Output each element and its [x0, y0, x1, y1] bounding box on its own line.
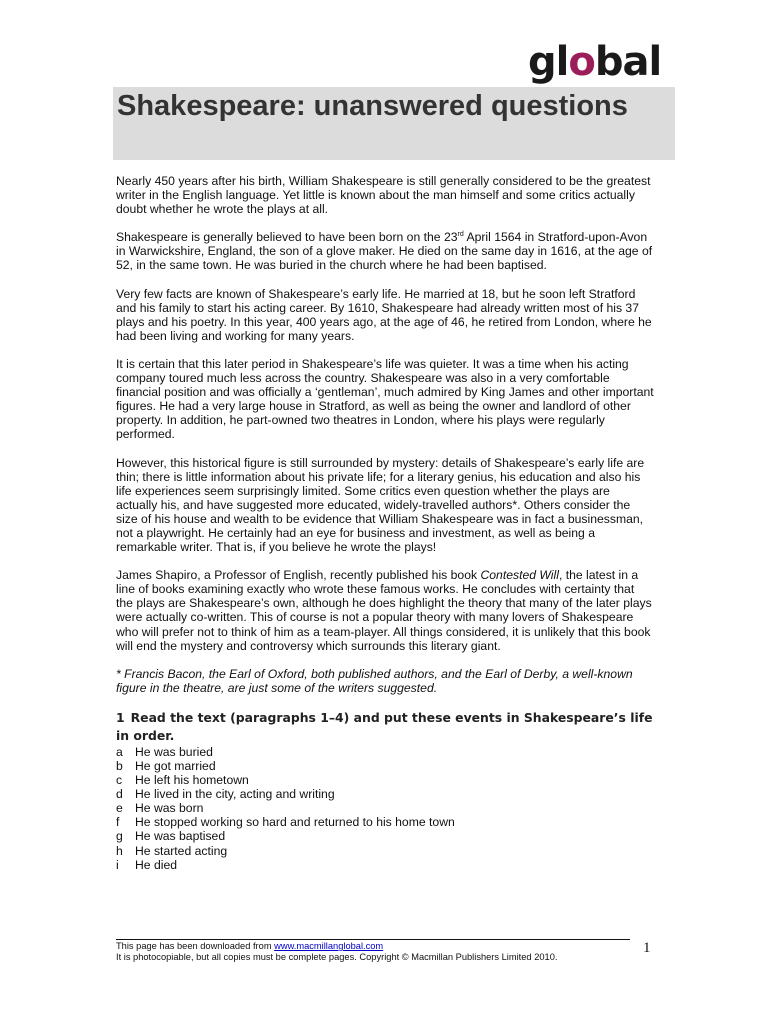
birth-text-before: Shakespeare is generally believed to have been born on the 23	[116, 230, 458, 245]
shapiro-text-after: , the latest in a line of books examining exactly who wrote these famous works. He concludes with certainty that the plays are Shakespeare’s own, although he does highlight the theory that many of the later plays were actually co-written. This of course is not a popular theory with many lovers of Shakespeare who will prefer not to think of him as a team-player. All things considered, it is unlikely that this book will end the mystery and controversy which surrounds this literary giant.	[116, 568, 652, 653]
list-item	[116, 801, 654, 815]
list-item	[116, 745, 654, 759]
footer-divider	[116, 939, 630, 940]
footnote: * Francis Bacon, the Earl of Oxford, both published authors, and the Earl of Derby, a well-known figure in the theatre, are just some of the writers suggested.	[116, 666, 633, 695]
option-text: He was buried	[135, 744, 213, 759]
list-item	[116, 759, 654, 773]
paragraph-4: However, this historical figure is still surrounded by mystery: details of Shakespeare’s early life are thin; there is little information about his private life; for a literary genius, his education and also his life experiences seem surprisingly limited. Some critics even question whether the plays are actually his, and have suggested more educated, widely-travelled authors*. Others consider the size of his house and wealth to be evidence that William Shakespeare was in fact a businessman, not a playwright. He certainly had an eye for business and investment, as well as being a remarkable writer. That is, if you believe he wrote the plays!	[116, 455, 645, 555]
paragraph-shapiro	[116, 568, 654, 653]
paragraph-birth	[116, 230, 654, 272]
footer-download-text: This page has been downloaded from	[116, 941, 275, 951]
book-title: Contested Will	[480, 568, 559, 583]
birth-ordinal: rd	[457, 231, 464, 239]
option-letter: e	[116, 801, 123, 816]
option-text: He was born	[135, 801, 204, 816]
paragraph-3: It is certain that this later period in Shakespeare’s life was quieter. It was a time when his acting company toured much less across the country. Shakespeare was also in a very comfortable financial position and was officially a ‘gentleman’, much admired by King James and other important figures. He had a very large house in Stratford, as well as being the owner and landlord of other property. In addition, he part-owned two theatres in London, where his plays were regularly performed.	[116, 356, 654, 442]
option-text: He left his hometown	[135, 773, 249, 788]
option-text: He stopped working so hard and returned to his home town	[135, 815, 455, 830]
option-text: He was baptised	[135, 829, 226, 844]
paragraph-2: Very few facts are known of Shakespeare’s early life. He married at 18, but he soon left Stratford and his family to start his acting career. By 1610, Shakespeare had already written most of his 37 plays and his poetry. In this year, 400 years ago, at the age of 46, he retired from London, where he had been living and working for many years.	[116, 286, 652, 343]
list-item	[116, 829, 654, 843]
exercise-number: 1	[116, 709, 125, 725]
option-letter: a	[116, 744, 123, 759]
page-number: 1	[643, 940, 651, 956]
option-letter: c	[116, 773, 123, 788]
exercise-heading	[116, 709, 654, 745]
logo-prefix: gl	[528, 39, 569, 85]
footer-line-1	[116, 941, 636, 952]
paragraph-1: Nearly 450 years after his birth, William Shakespeare is still generally considered to be the greatest writer in the English language. Yet little is known about the man himself and some critics actually doubt whether he wrote the plays at all.	[116, 174, 651, 217]
logo-o: o	[568, 39, 595, 85]
logo-suffix: bal	[594, 39, 662, 85]
list-item	[116, 844, 654, 858]
macmillan-link[interactable]: www.macmillanglobal.com	[274, 941, 384, 951]
page-title: Shakespeare: unanswered questions	[117, 90, 628, 122]
option-letter: d	[116, 787, 123, 802]
shapiro-text-before: James Shapiro, a Professor of English, recently published his book	[116, 568, 481, 583]
footer	[116, 941, 636, 963]
exercise-options	[116, 745, 654, 872]
list-item	[116, 787, 654, 801]
option-text: He got married	[135, 759, 216, 773]
option-letter: g	[116, 829, 123, 844]
option-letter: b	[116, 759, 123, 773]
exercise-instruction: Read the text (paragraphs 1–4) and put these events in Shakespeare’s life in order.	[116, 709, 653, 743]
option-text: He started acting	[135, 843, 228, 858]
option-text: He died	[135, 857, 178, 872]
footer-copyright: It is photocopiable, but all copies must be complete pages. Copyright © Macmillan Publishers Limited 2010.	[116, 952, 558, 962]
global-logo	[528, 39, 662, 85]
list-item	[116, 858, 654, 872]
option-letter: f	[116, 815, 120, 830]
option-letter: i	[116, 857, 119, 872]
option-text: He lived in the city, acting and writing	[135, 787, 335, 802]
article-body	[116, 174, 654, 872]
option-letter: h	[116, 843, 123, 858]
birth-text-after: April 1564 in Stratford-upon-Avon in Warwickshire, England, the son of a glove maker. He died on the same day in 1616, at the age of 52, in the same town. He was buried in the church where he had been baptised.	[116, 230, 653, 273]
list-item	[116, 815, 654, 829]
list-item	[116, 773, 654, 787]
